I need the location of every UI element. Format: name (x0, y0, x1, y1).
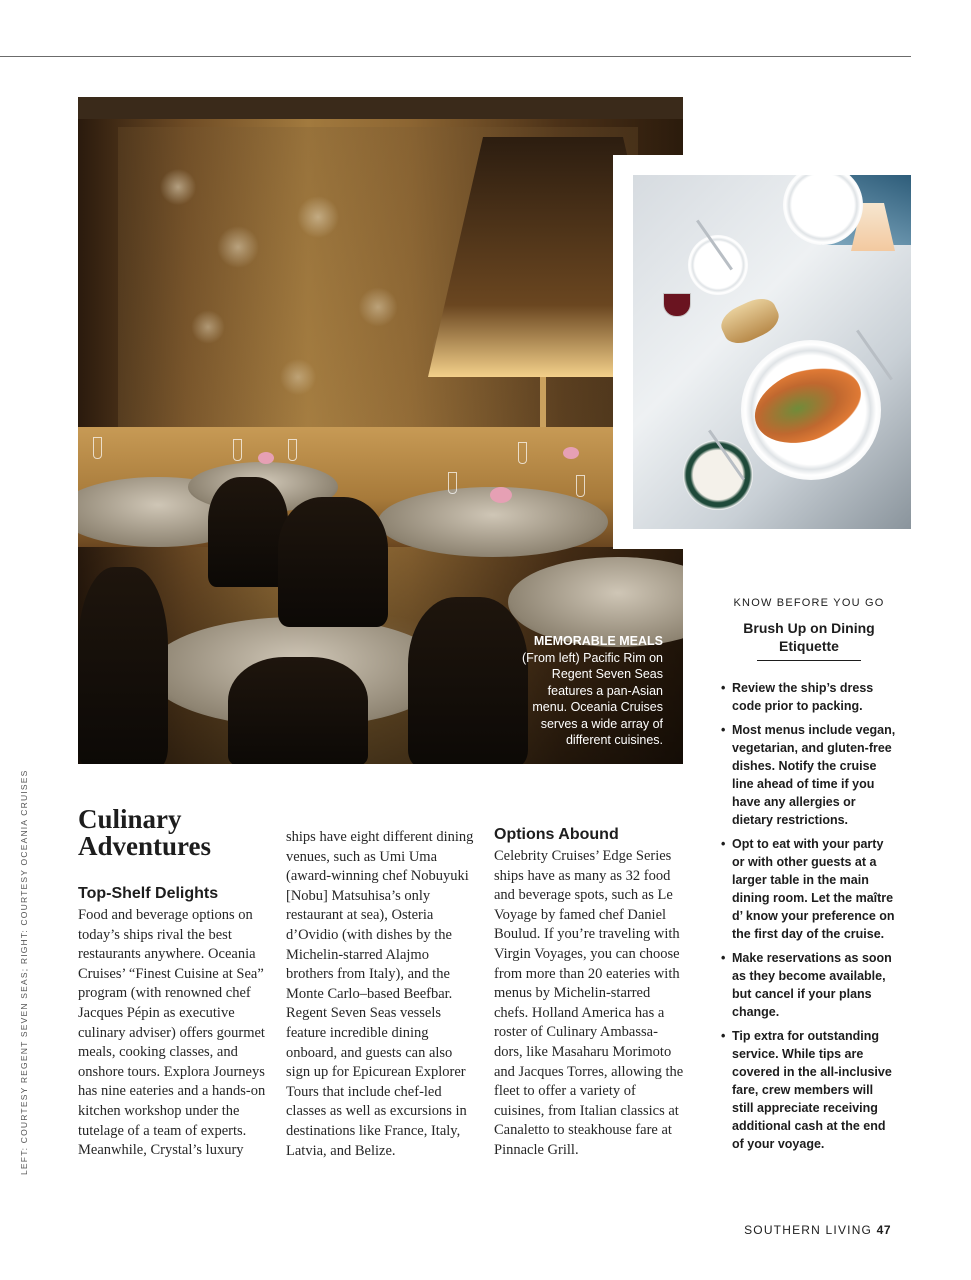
dining-chair (78, 567, 168, 764)
table-flower (563, 447, 579, 459)
tip-text: Make reservations as soon as they become available, but cancel if your plans change. (732, 951, 892, 1019)
article-column-1: Food and beverage options on today’s ships rival the best restaurants anywhere. Oceania Cruises’ “Finest Cuisine at Sea” program (with renowned chef Jacques Pépin as executive culinary adviser) offers gourmet meals, cooking classes, and onshore tours. Explora Journeys has nine eateries and a hands-on kitchen workshop under the tutelage of a team of experts. Meanwhile, Crystal’s luxury (78, 907, 266, 1159)
top-rule (0, 56, 911, 57)
wine-glass (288, 439, 297, 461)
caption-text: (From left) Pacific Rim on Regent Seven Seas features a pan-Asian menu. Oceania Cruises serves a wide array of different cuisines. (522, 650, 663, 747)
page-folio (744, 1223, 891, 1237)
red-wine-glass (663, 293, 691, 317)
photo-credit: LEFT: COURTESY REGENT SEVEN SEAS; RIGHT: COURTESY OCEANIA CRUISES (19, 769, 29, 1175)
bread-basket (716, 292, 784, 349)
section-title-top-shelf: Top-Shelf Delights (78, 885, 219, 902)
bullet-icon: • (721, 951, 726, 965)
sidebar-kicker: KNOW BEFORE YOU GO (733, 597, 885, 609)
wine-glass (93, 437, 102, 459)
bullet-icon: • (721, 1029, 726, 1043)
dining-chair (228, 657, 368, 764)
dining-chair (208, 477, 288, 587)
photo-caption (513, 633, 663, 749)
article-column-3: Celebrity Cruises’ Edge Series ships have as many as 32 food and beverage spots, such as Le Voyage by famed chef Daniel Boulud. If you’re traveling with Virgin Voyages, you can choose from more than 20 eateries with menus by Michelin-starred chefs. Holland America has a roster of Culinary Ambassa-dors, like Masaharu Morimoto and Jacques Torres, allowing the fleet to offer a variety of cuisines, from Italian classics at Canaletto to steakhouse fare at Pinnacle Grill. (494, 848, 684, 1158)
table-flower (490, 487, 512, 503)
bullet-icon: • (721, 681, 726, 695)
list-item (720, 835, 898, 943)
restaurant-photo (78, 97, 683, 764)
sidebar-rule (757, 660, 861, 661)
magazine-name: SOUTHERN LIVING (744, 1223, 873, 1237)
wine-glass (448, 472, 457, 494)
sidebar-title: Brush Up on Dining Etiquette (743, 620, 875, 654)
dining-chair (278, 497, 388, 627)
page-number: 47 (876, 1223, 891, 1237)
list-item (720, 721, 898, 829)
article-headline: Culinary Adventures (78, 804, 212, 861)
etiquette-sidebar (720, 597, 898, 1159)
tip-text: Opt to eat with your party or with other guests at a larger table in the main dining room. Let the maître d’ know your preference on the first day of the cruise. (732, 837, 895, 941)
tip-text: Review the ship’s dress code prior to packing. (732, 681, 874, 713)
wine-glass (233, 439, 242, 461)
section-title-options: Options Abound (494, 826, 619, 843)
photo-ceiling (78, 97, 683, 119)
plate (688, 235, 748, 295)
list-item (720, 679, 898, 715)
tip-text: Tip extra for outstanding service. While tips are covered in the all-inclusive fare, crew members will still appreciate receiving additional cash at the end of your voyage. (732, 1029, 892, 1151)
list-item (720, 1027, 898, 1153)
bullet-icon: • (721, 837, 726, 851)
wine-glass (576, 475, 585, 497)
bullet-icon: • (721, 723, 726, 737)
dining-chair (408, 597, 528, 764)
caption-heading: MEMORABLE MEALS (533, 634, 663, 648)
wine-glass (518, 442, 527, 464)
tip-text: Most menus include vegan, vegetarian, and gluten-free dishes. Notify the cruise line ahead of time if you have any allergies or dietary restrictions. (732, 723, 896, 827)
article-column-2: ships have eight different dining venues, such as Umi Uma (award-winning chef Nobuyuki [Nobu] Matsuhisa’s only restaurant at sea), Osteria d’Ovidio (with dishes by the Michelin-starred Alajmo brothers from Italy), and the Monte Carlo–based Beefbar. Regent Seven Seas vessels feature incredible dining onboard, and guests can also sign up for Epicurean Explorer Tours that include chef-led classes as well as excursions in destinations like France, Italy, Latvia, and Belize. (286, 829, 474, 1159)
list-item (720, 949, 898, 1021)
food-photo (633, 175, 911, 529)
tips-list (720, 679, 898, 1153)
table-flower (258, 452, 274, 464)
